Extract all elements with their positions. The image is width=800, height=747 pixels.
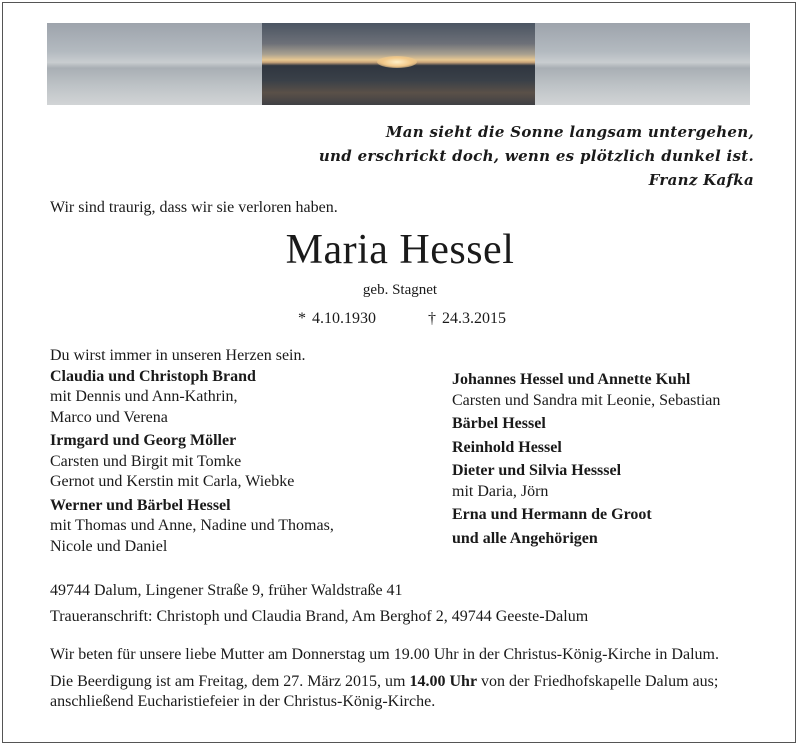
quote-line-2: und erschrickt doch, wenn es plötzlich dunkel ist. bbox=[318, 147, 754, 165]
funeral-time: 14.00 Uhr bbox=[409, 673, 478, 690]
kafka-quote bbox=[319, 120, 754, 192]
intro-text: Wir sind traurig, dass wir sie verloren haben. bbox=[50, 199, 338, 216]
mourners-left-column bbox=[50, 346, 334, 557]
mourning-address: Traueranschrift: Christoph und Claudia Brand, Am Berghof 2, 49744 Geeste-Dalum bbox=[50, 608, 589, 625]
mourner-name: Bärbel Hessel bbox=[452, 415, 546, 432]
home-address: 49744 Dalum, Lingener Straße 9, früher Waldstraße 41 bbox=[50, 582, 403, 599]
mourner-name: Reinhold Hessel bbox=[452, 438, 562, 456]
mourner-name: Claudia und Christoph Brand bbox=[50, 367, 256, 385]
deceased-name: Maria Hessel bbox=[285, 227, 515, 273]
mourner-name: Irmgard und Georg Möller bbox=[50, 432, 237, 449]
funeral-text-line2: anschließend Eucharistiefeier in der Christus-König-Kirche. bbox=[50, 693, 436, 710]
death-date: † 24.3.2015 bbox=[428, 310, 506, 327]
quote-line-1: Man sieht die Sonne langsam untergehen, bbox=[385, 123, 754, 141]
birth-date: * 4.10.1930 bbox=[298, 310, 376, 327]
sunset-banner-image bbox=[47, 23, 750, 105]
heart-line: Du wirst immer in unseren Herzen sein. bbox=[50, 347, 306, 364]
quote-author: Franz Kafka bbox=[648, 171, 754, 189]
mourner-name: Johannes Hessel und Annette Kuhl bbox=[452, 371, 691, 388]
funeral-text-before: Die Beerdigung ist am Freitag, dem 27. März 2015, um bbox=[50, 673, 406, 690]
mourner-detail: mit Dennis und Ann-Kathrin, bbox=[50, 388, 238, 405]
mourner-detail: mit Daria, Jörn bbox=[452, 482, 549, 500]
mourner-detail: Gernot und Kerstin mit Carla, Wiebke bbox=[50, 473, 295, 490]
mourner-detail: Marco und Verena bbox=[50, 408, 168, 426]
mourner-detail: mit Thomas und Anne, Nadine und Thomas, bbox=[50, 517, 334, 534]
funeral-notice bbox=[50, 672, 718, 712]
mourner-detail: Carsten und Birgit mit Tomke bbox=[50, 452, 242, 470]
mourner-name: Dieter und Silvia Hesssel bbox=[452, 462, 622, 479]
life-dates bbox=[298, 310, 506, 328]
birth-name: geb. Stagnet bbox=[362, 282, 438, 298]
mourner-name: Erna und Hermann de Groot bbox=[452, 506, 652, 523]
mourner-name: und alle Angehörigen bbox=[452, 529, 598, 547]
mourner-detail: Nicole und Daniel bbox=[50, 537, 168, 555]
banner-left-panel bbox=[47, 23, 262, 105]
mourners-right-column bbox=[452, 370, 720, 549]
funeral-text-after: von der Friedhofskapelle Dalum aus; bbox=[481, 673, 719, 690]
mourner-detail: Carsten und Sandra mit Leonie, Sebastian bbox=[452, 391, 721, 409]
prayer-notice: Wir beten für unsere liebe Mutter am Donnerstag um 19.00 Uhr in der Christus-König-Kirche in Dalum. bbox=[50, 646, 719, 663]
mourner-name: Werner und Bärbel Hessel bbox=[50, 496, 231, 514]
banner-right-panel bbox=[535, 23, 750, 105]
sun-glow bbox=[377, 56, 417, 68]
